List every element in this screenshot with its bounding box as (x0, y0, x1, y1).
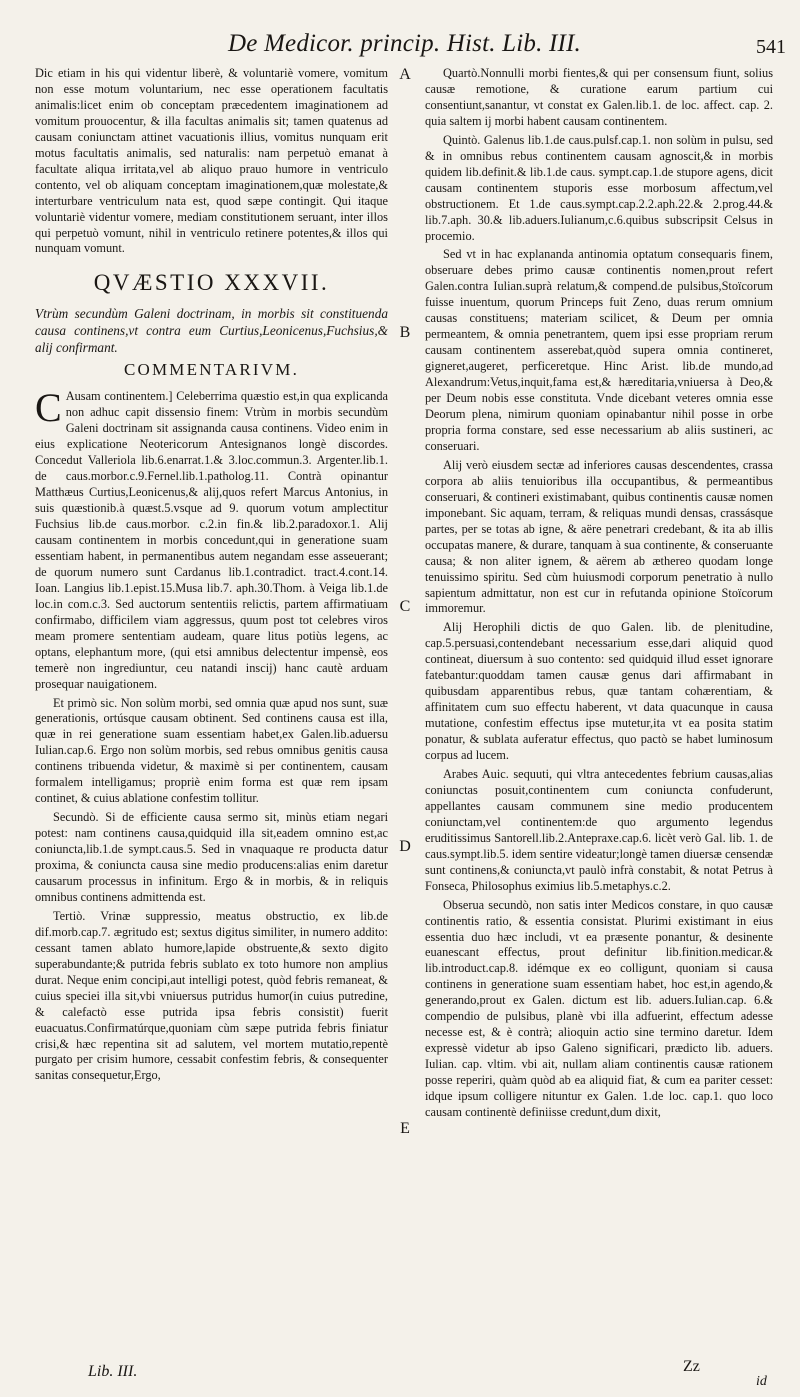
left-paragraph-5: Tertiò. Vrinæ suppressio, meatus obstructio, ex lib.de dif.morb.cap.7. ægritudo est; sextus digitus similiter, in numero addito: cessant tamen ablato humore,lapide obstruente,& sexto digito superabundante;& putrida febris sublato ex toto humore non amplius durat. Neque enim concipi,aut intelligi potest, quòd febris remaneat, & cuius speciei illa sit,vbi vniuersus putridus humor(in cuius putredine, & calefactò esse putrida ipsa febris consistit) fuerit euacuatus.Confirmatúrque,quoniam cùm sæpe putrida febris finiatur crisi,& hæc repentina sit ad salutem, vel mortem mutatio,repentè purgato per crisim humore, cessabit confestim febris, & consequenter sanitas consequetur,Ergo, (35, 908, 388, 1083)
left-paragraph-4: Secundò. Si de efficiente causa sermo sit, minùs etiam negari potest: nam continens causa,quidquid illa sit,eadem omnino est,ac coniuncta,lib.1.de sympt.caus.5. Sed in vnaquaque re producta datur proxima, & coniuncta causa sine medio producens:alias enim daretur causarum processus in infinitum. Ergo & in morbis, & in reliquis omnibus continens admittenda est. (35, 810, 388, 904)
left-paragraph-2-text: Ausam continentem.] Celeberrima quæstio est,in qua explicanda non adhuc capit dissensio finem: Vtrùm in morbis secundùm Galeni doctrinam sit assignanda causa continens. Video enim in eius explicatione Neotericorum Antesignanos longè discordes. Concedut Valleriola lib.6.enarrat.1.& 3.loc.commun.3. Argenter.lib.1. de caus.morbor.c.9.Fernel.lib.1.patholog.11. Contrà opinantur Matthæus Curtius,Leonicenus,& alij,quos refert Marcus Antonius, in suis quæstionib.à quæst.5.vsque ad 9. quorum votum amplectitur Fuchsius lib.de caus.morbor. c.2.in fin.& lib.2.paradoxor.1. Alij causam continentem in morbis concedunt,qui in generatione suam essentiam habent, in permanentibus autem negandam esse asseuerant; de quorum numero sunt Cardanus lib.1.contradict. tract.4.cont.14. Ioan. Langius lib.1.epist.15.Musa lib.7. aph.30.Thom. à Veiga lib.1.de loc.in com.c.3. Sed auctorum sententiis relictis, partem affirmatiuam confirmabo, difficilem viam aggressus, quum post tot celebres viros meam promere sententiam audeam, quare litus potiùs legens, ac optans, elephantum more, (qui etsi amnibus delectentur impensè, eos temerè non ingrediuntur, ceu natandi inscij) hanc cautè arduam prosequar nauigationem. (35, 389, 388, 691)
catchword: id (756, 1374, 767, 1389)
left-column (35, 66, 388, 1087)
running-header (0, 26, 800, 66)
right-column (425, 66, 773, 1124)
drop-cap: C (35, 385, 62, 431)
right-paragraph-3: Sed vt in hac explananda antinomia optatum consequaris finem, obseruare debes primo causæ continentis nomen,prout refert Galen.contra Iulian.suprà relatum,& compend.de pulsibus,Stoïcorum fuisse inuentum, quorum Princeps fuit Zeno, duas rerum omnium causas constituens; materiam scilicet, & Deum per omnia permeantem, & omnia penetrantem, quem ipsi esse propriam rerum causam continentem asserebat,quòd supera omnia contineret, gigneret,augeret, perficeretque. Hinc Arist. lib.de mundo,ad Alexandrum:Vetus,inquit,fama est,& hæreditaria,vniuersa à Deo,& per Deum nobis esse constituta. Vnde dicebant veteres omnia esse Deorum plena, nimirum quoniam opinabantur nihil posse in orbe propria forma constare, sed esse necessarium ab aliis sustineri, ac conseruari. (425, 247, 773, 453)
margin-marker-e: E (400, 1120, 410, 1137)
right-paragraph-2: Quintò. Galenus lib.1.de caus.pulsf.cap.1. non solùm in pulsu, sed & in omnibus rebus continentem causam agnoscit,& in morbis quidem lib.definit.& lib.1.de caus. sympt.cap.1.de stupore agens, dicit causam continentem stuporis esse morbosum affectum,vel obstructionem. Et 1.de caus.sympt.cap.2.2.aph.22.& 2.prog.44.& lib.7.aph. 30.& lib.aduers.Iulianum,c.6.quibus subscripsit Celsus in procemio. (425, 132, 773, 243)
margin-marker-a: A (399, 66, 411, 83)
question-text: Vtrùm secundùm Galeni doctrinam, in morbis sit constituenda causa continens,vt contra eum Curtius,Leonicenus,Fuchsius,& alij confirmant. (35, 306, 388, 356)
left-paragraph-2 (35, 385, 388, 692)
margin-marker-b: B (399, 324, 411, 341)
signature-mark: Zz (683, 1358, 700, 1375)
right-paragraph-1: Quartò.Nonnulli morbi fientes,& qui per consensum fiunt, solius causæ remotione, & curatione earum partium cui consentiunt,sanantur, vt constat ex Galen.lib.1. de loc. affect. cap. 2. quia saltem ij morbi habent causam continentem. (425, 66, 773, 128)
margin-marker-c: C (399, 598, 411, 615)
right-paragraph-5: Alij Herophili dictis de quo Galen. lib. de plenitudine, cap.5.persuasi,contendebant necessarium esse,dari aliquid quod contineat, diuersum à suo contento: sed quidquid illud esset ignorare fatebantur:quoddam tamen causæ genus dari affirmabant in quibusdam apparentibus rebus, quæ tantam cohærentiam, & affinitatem cum suo effectu haberent, vt data quacunque in causa mutatione, confestim effectus ipse mutetur,ita vt ea posita statim ponatur, & sublata auferatur effectus, quo pactò se habet luminosum corpus ad lucem. (425, 620, 773, 763)
left-paragraph-3: Et primò sic. Non solùm morbi, sed omnia quæ apud nos sunt, suæ generationis, ortúsque causam obtinent. Sed continens causa est illa, quæ in rei generatione suam essentiam habet,ex Galen.lib.aduersu Iulian.cap.6. Ergo non solùm morbis, sed rebus omnibus genitis causa continens tribuenda videtur, & maximè si per continentem, causam formalem intelligamus; propriè enim forma est quæ rem ipsam continet, & cuius ablatione confestim tollitur. (35, 695, 388, 806)
right-paragraph-7: Obserua secundò, non satis inter Medicos constare, in quo causæ continentis ratio, & essentia consistat. Plurimi existimant in eius essentia duo hæc includi, vt ea præsente ponantur, & desinente euanescant effectus, prout definitur lib.finition.medicar.& lib.introduct.cap.8. idémque ex eo colligunt, quoniam si causa continens in generatione suam essentiam habet, hoc est,in agendo,& generando,prout ex Galen. dictum est lib. aduers.Iulian.cap. 6.& compendio de pulsibus, planè vbi illa adfuerint, effectum adesse necesse est, & è contrà; alioquin actio sine termino daretur. Idem expressè videtur ab ipso Galeno significari, prædicto lib. aduers. Iulian. cap. vltim. vbi ait, nullam aliam continentis causæ rationem posse reperiri, quàm quòd ab ea aliquid fiat, & cum ea pariter cesset: idque ipsum colligere nituntur ex Galen. 1.de loc. cap.1. quo loco causam continentè definiisse credunt,dum dixit, (425, 897, 773, 1119)
page-number: 541 (756, 36, 786, 58)
margin-marker-d: D (399, 838, 411, 855)
left-paragraph-1: Dic etiam in his qui videntur liberè, & voluntariè vomere, vomitum non esse motum voluntarium, nec esse operationem facultatis animalis:licet enim ob conceptam præcedentem imaginationem ad vomitum prouocentur, & illa facultas animalis sit; tamen quatenus ad causam coniunctam attinet vacuationis illius, vomitus nunquam erit motus facultatis animalis, sed naturalis: nam perpetuò emanat à facultate aliqua irritata,vel ab aliquo prauo humore in ventriculo contento, vel ob aliquam conceptam imaginationem,quæ molestate,& interturbare ventriculum nata est, quod sæpe contingit. Qui itaque voluntariè videntur vomere, mediam constitutionem seruant, inter illos qui perpetuò vomunt, nihil in ventriculo retinere potentes,& illos qui nunquam vomunt. (35, 66, 388, 256)
right-paragraph-4: Alij verò eiusdem sectæ ad inferiores causas descendentes, crassa corpora ab aliis tenuioribus illa occupantibus, & permeantibus conseruari, & contineri existimabant, quibus continentis causæ nomen imponebant. Sic aquam, terram, & reliquas mundi densas, crassásque partes, per se totas ab igne, & aëre penetrari credebant, & ita ab illis occupatas manere, & durare, tanquam à sua continente, & conseruante causa; & non aliter ignem, & aërem ab æthereo quodam longe tenuissimo spiritu. Sed cùm huiusmodi corporum penetratio à nullo sapientum admittatur, non est cur in refutanda opinione Stoïcorum immoremur. (425, 457, 773, 616)
commentarium-heading: COMMENTARIVM. (123, 360, 300, 380)
right-paragraph-6: Arabes Auic. sequuti, qui vltra antecedentes febrium causas,alias coniunctas posuit,continentem cum coniuncta confuderunt, appellantes causam communem sine medio producentem coniunctam,vel continentem:de quo argumento legendus eruditissimus Santorell.lib.2.Antepraxe.cap.6. licèt verò Gal. lib. 1. de caus.sympt.lib.5. idem sentire videatur;longè tamen diuersæ censendæ sunt continens,& coniuncta,vt paulò infrà constabit, & notat Petrus à Fonseca, Philosophus eximius lib.5.metaphys.c.2. (425, 766, 773, 893)
quaestio-heading: QVÆSTIO XXXVII. (93, 270, 330, 296)
header-title: De Medicor. princip. Hist. Lib. III. (228, 30, 581, 57)
footer-book-label: Lib. III. (88, 1363, 138, 1380)
